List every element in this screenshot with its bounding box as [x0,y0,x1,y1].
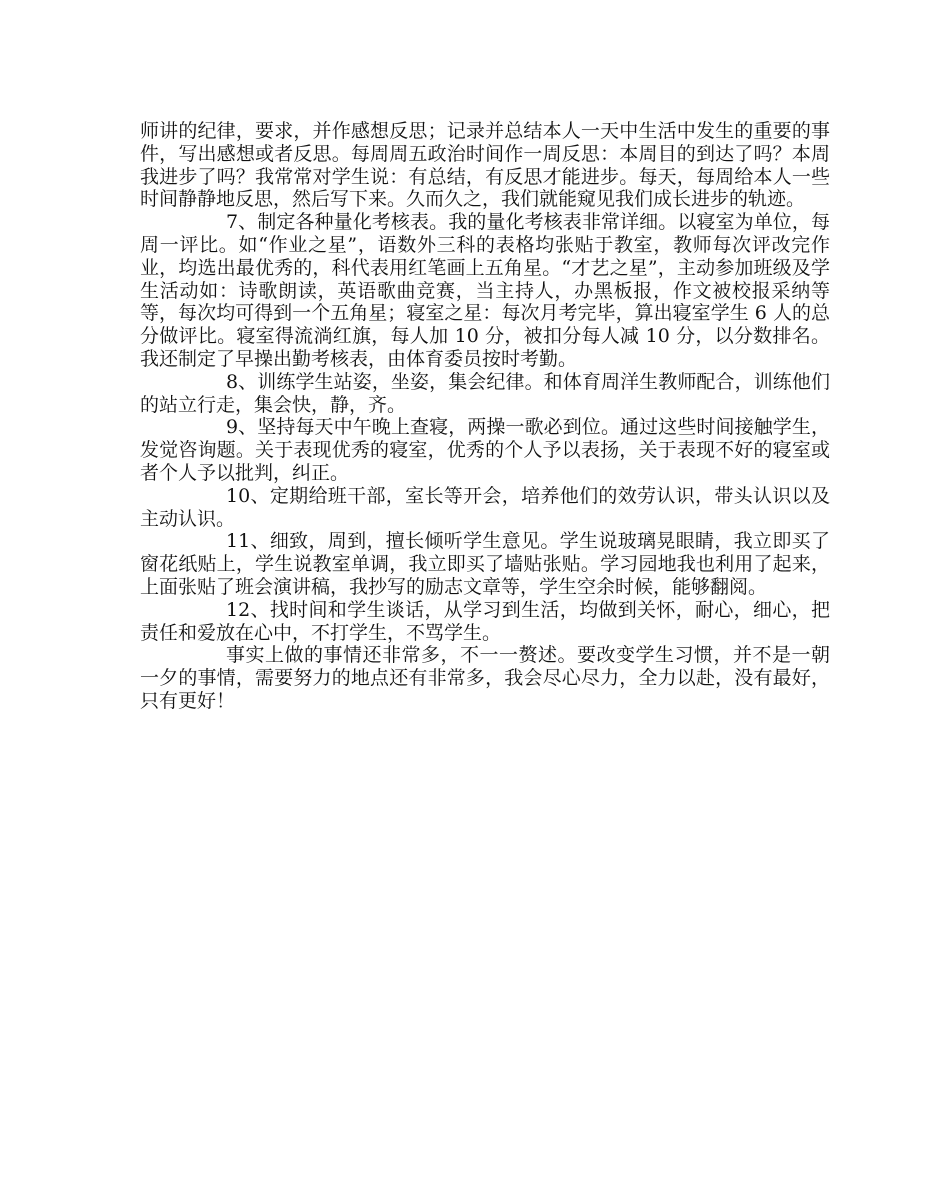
paragraph-reflection: 师讲的纪律，要求，并作感想反思；记录并总结本人一天中生活中发生的重要的事件，写出感想或者反思。每周周五政治时间作一周反思：本周目的到达了吗？本周我进步了吗？我常常对学生说：有总结，有反思才能进步。每天，每周给本人一些时间静静地反思，然后写下来。久而久之，我们就能窥见我们成长进步的轨迹。 [140,120,830,211]
paragraph-conclusion: 事实上做的事情还非常多，不一一赘述。要改变学生习惯，并不是一朝一夕的事情，需要努力的地点还有非常多，我会尽心尽力，全力以赴，没有最好，只有更好！ [140,644,830,712]
paragraph-item-7: 7、制定各种量化考核表。我的量化考核表非常详细。以寝室为单位，每周一评比。如“作业之星”，语数外三科的表格均张贴于教室，教师每次评改完作业，均选出最优秀的，科代表用红笔画上五角星。“才艺之星”，主动参加班级及学生活动如：诗歌朗读，英语歌曲竞赛，当主持人，办黑板报，作文被校报采纳等等，每次均可得到一个五角星；寝室之星：每次月考完毕，算出寝室学生 6 人的总分做评比。寝室得流淌红旗，每人加 10 分，被扣分每人减 10 分，以分数排名。我还制定了早操出勤考核表，由体育委员按时考勤。 [140,211,830,370]
paragraph-item-11: 11、细致，周到，擅长倾听学生意见。学生说玻璃晃眼睛，我立即买了窗花纸贴上，学生说教室单调，我立即买了墙贴张贴。学习园地我也利用了起来，上面张贴了班会演讲稿，我抄写的励志文章等，学生空余时候，能够翻阅。 [140,530,830,598]
document-body [140,120,830,713]
paragraph-item-12: 12、找时间和学生谈话，从学习到生活，均做到关怀，耐心，细心，把责任和爱放在心中，不打学生，不骂学生。 [140,598,830,644]
paragraph-item-9: 9、坚持每天中午晚上查寝，两操一歌必到位。通过这些时间接触学生，发觉咨询题。关于表现优秀的寝室，优秀的个人予以表扬，关于表现不好的寝室或者个人予以批判，纠正。 [140,416,830,484]
paragraph-item-10: 10、定期给班干部，室长等开会，培养他们的效劳认识，带头认识以及主动认识。 [140,484,830,530]
paragraph-item-8: 8、训练学生站姿，坐姿，集会纪律。和体育周洋生教师配合，训练他们的站立行走，集会快，静，齐。 [140,370,830,416]
